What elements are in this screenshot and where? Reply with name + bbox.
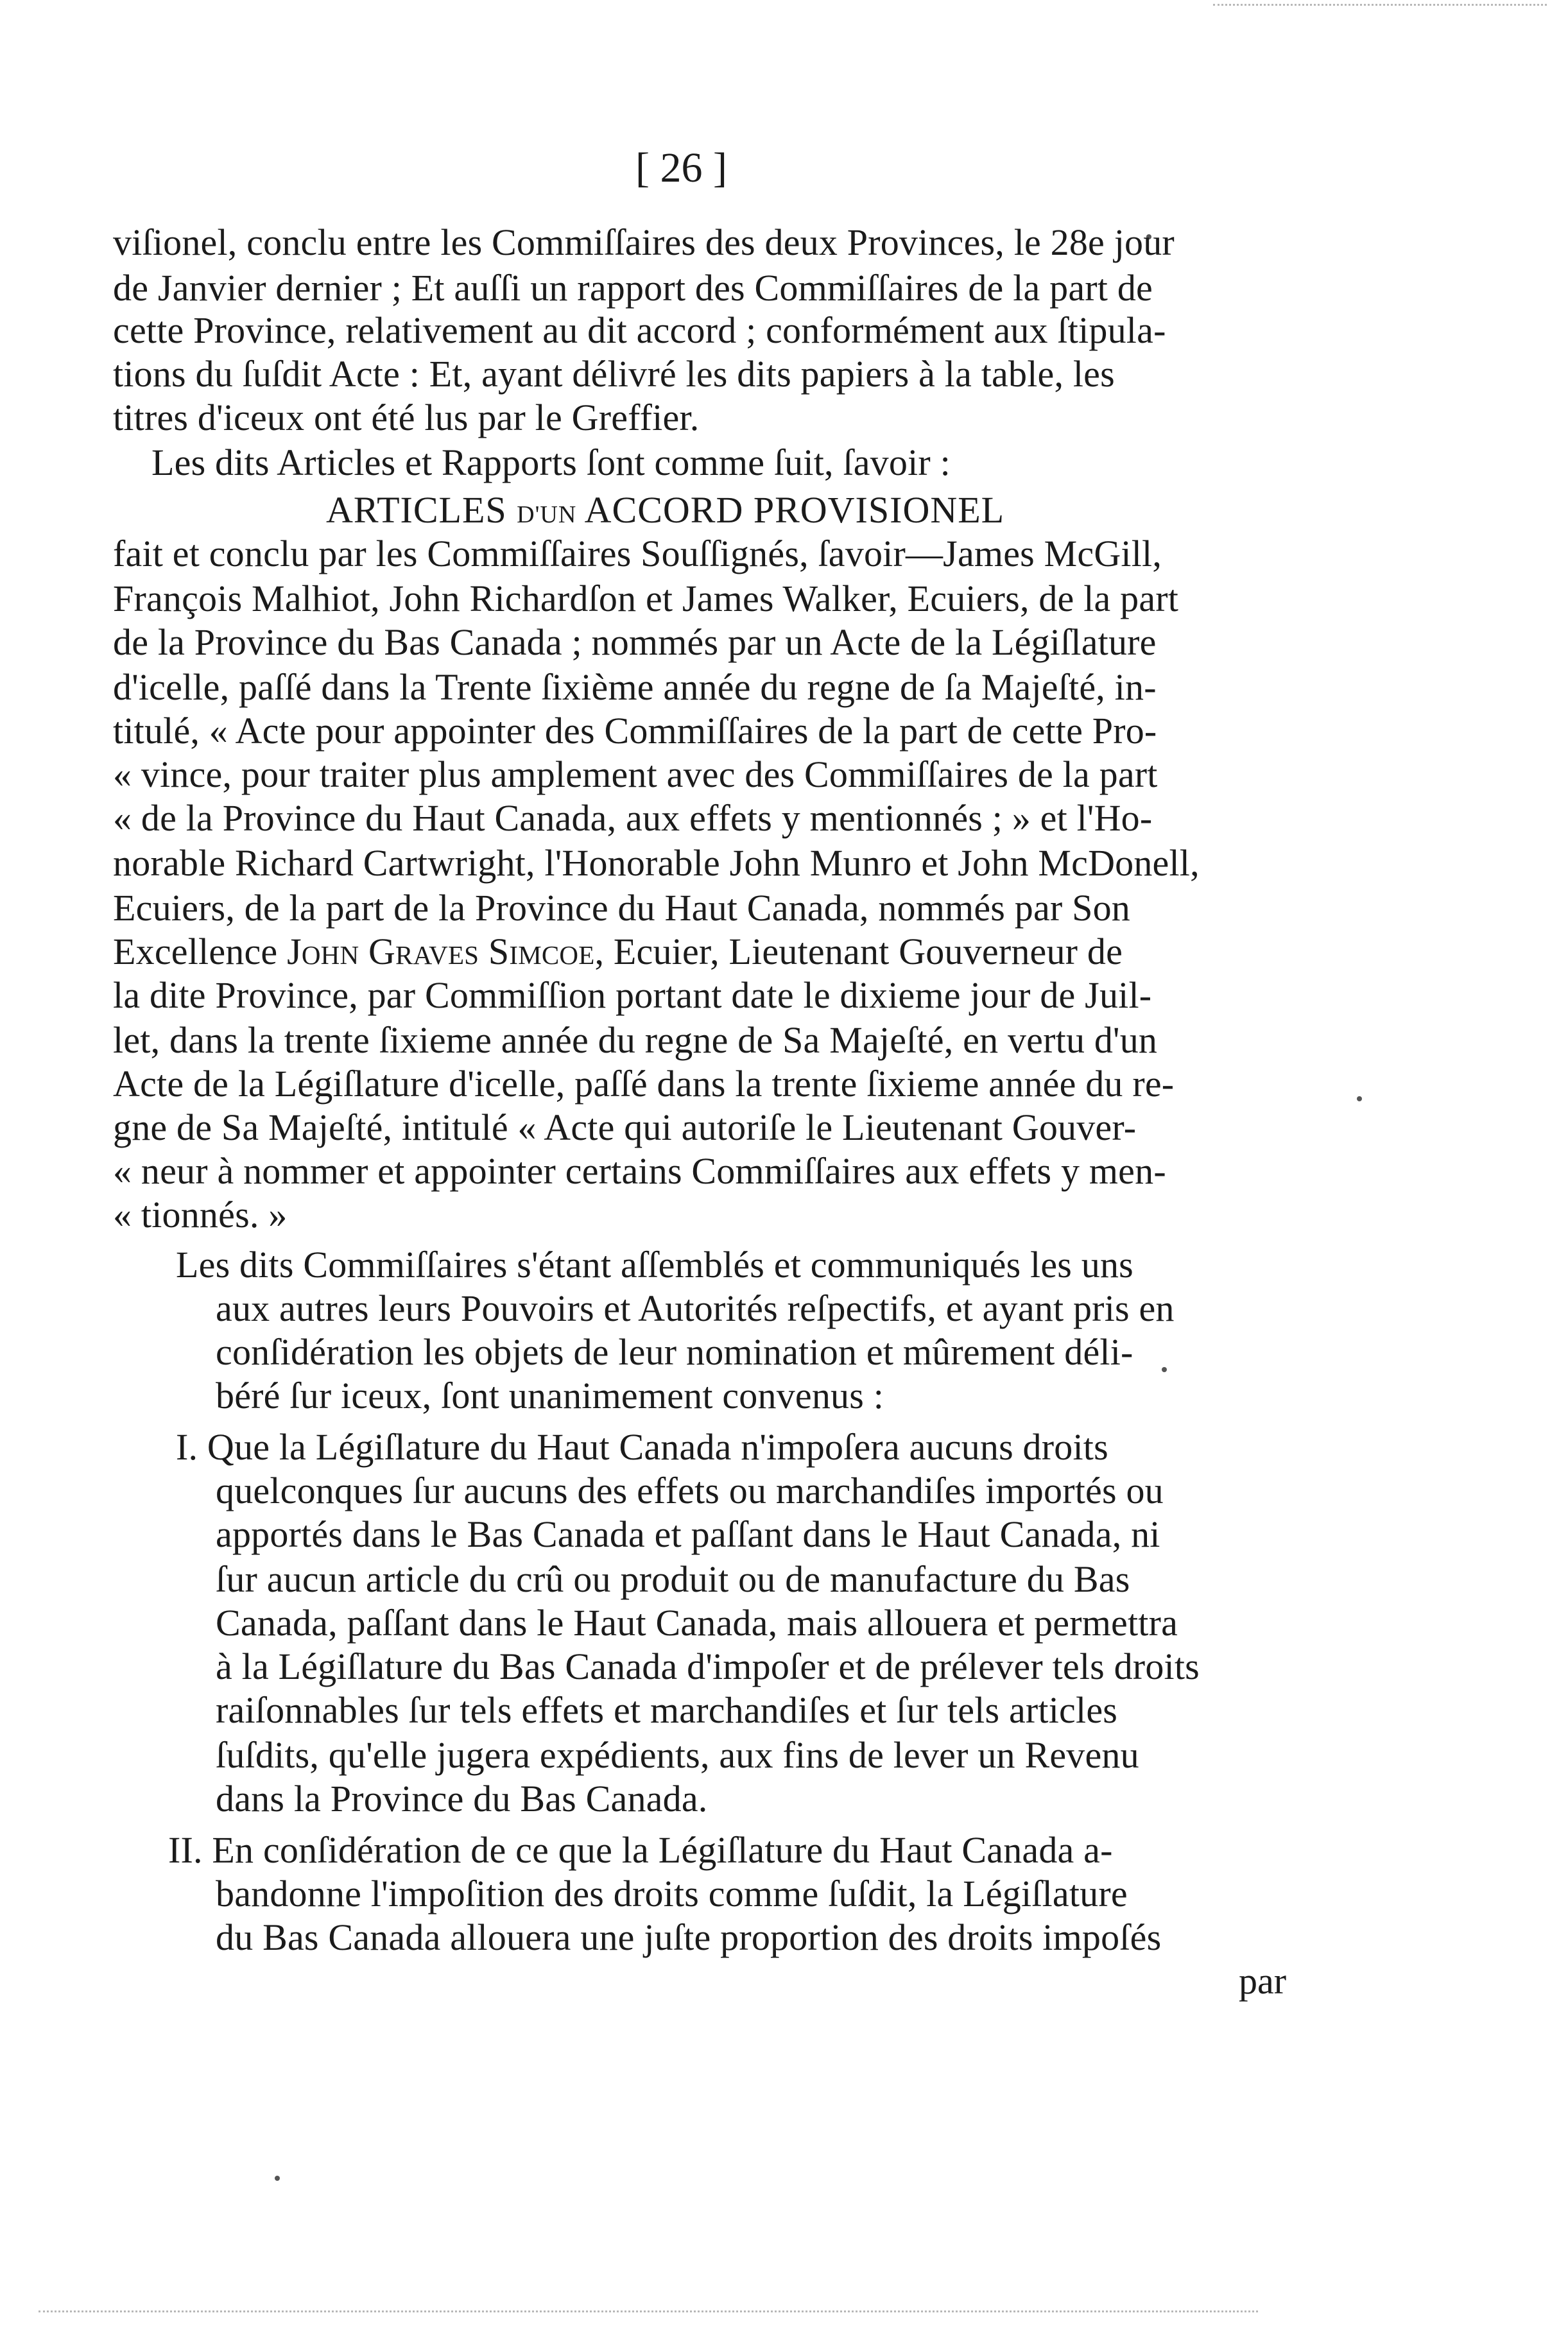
text-line: viſionel, conclu entre les Commiſſaires des deux Provinces, le 28e jour <box>113 221 1175 263</box>
text-line: fait et conclu par les Commiſſaires Souſſignés, ſavoir—James McGill, <box>113 533 1162 574</box>
simcoe-post: , Ecuier, Lieutenant Gouverneur de <box>594 931 1123 972</box>
ink-speck <box>275 2176 280 2181</box>
heading-part-small-caps: D'UN <box>517 501 577 528</box>
text-line: norable Richard Cartwright, l'Honorable John Munro et John McDonell, <box>113 842 1200 884</box>
text-line: tions du ſuſdit Acte : Et, ayant délivré les dits papiers à la table, les <box>113 353 1115 395</box>
ink-speck <box>1357 1096 1362 1101</box>
text-line: II. En conſidération de ce que la Légiſlature du Haut Canada a- <box>168 1829 1113 1871</box>
heading-part: ACCORD PROVISIONEL <box>576 489 1005 531</box>
text-line: « vince, pour traiter plus amplement avec des Commiſſaires de la part <box>113 753 1158 795</box>
text-line: « neur à nommer et appointer certains Commiſſaires aux effets y men- <box>113 1150 1166 1192</box>
text-line: d'icelle, paſſé dans la Trente ſixième année du regne de ſa Majeſté, in- <box>113 666 1157 708</box>
heading-part: ARTICLES <box>326 489 517 531</box>
text-line: titres d'iceux ont été lus par le Greffier. <box>113 397 700 438</box>
text-line: cette Province, relativement au dit accord ; conformément aux ſtipula- <box>113 309 1166 351</box>
text-line: quelconques ſur aucuns des effets ou marchandiſes importés ou <box>216 1470 1164 1511</box>
scan-edge-dots-bottom <box>39 2310 1258 2314</box>
text-line: « tionnés. » <box>113 1194 288 1235</box>
text-line-simcoe <box>113 929 1123 974</box>
text-line: raiſonnables ſur tels effets et marchandiſes et ſur tels articles <box>216 1689 1118 1731</box>
text-line: titulé, « Acte pour appointer des Commiſſaires de la part de cette Pro- <box>113 710 1157 752</box>
simcoe-name: John Graves Simcoe <box>287 931 595 972</box>
text-line: I. Que la Légiſlature du Haut Canada n'impoſera aucuns droits <box>176 1426 1108 1468</box>
text-line: Canada, paſſant dans le Haut Canada, mais allouera et permettra <box>216 1602 1178 1644</box>
text-line: « de la Province du Haut Canada, aux effets y mentionnés ; » et l'Ho- <box>113 797 1153 839</box>
text-line: de Janvier dernier ; Et auſſi un rapport des Commiſſaires de la part de <box>113 267 1153 309</box>
text-line: dans la Province du Bas Canada. <box>216 1778 708 1820</box>
text-line: béré ſur iceux, ſont unanimement convenus : <box>216 1375 884 1416</box>
text-line: de la Province du Bas Canada ; nommés par un Acte de la Légiſlature <box>113 621 1157 663</box>
section-heading <box>326 488 1004 537</box>
text-line: aux autres leurs Pouvoirs et Autorités reſpectifs, et ayant pris en <box>216 1287 1175 1329</box>
text-line: gne de Sa Majeſté, intitulé « Acte qui autoriſe le Lieutenant Gouver- <box>113 1106 1137 1148</box>
text-line: du Bas Canada allouera une juſte proportion des droits impoſés <box>216 1916 1162 1958</box>
text-line: la dite Province, par Commiſſion portant date le dixieme jour de Juil- <box>113 974 1152 1016</box>
text-line: bandonne l'impoſition des droits comme ſuſdit, la Légiſlature <box>216 1873 1128 1914</box>
ink-speck <box>1162 1367 1167 1372</box>
text-line: let, dans la trente ſixieme année du regne de Sa Majeſté, en vertu d'un <box>113 1019 1158 1061</box>
text-line: Acte de la Légiſlature d'icelle, paſſé dans la trente ſixieme année du re- <box>113 1063 1175 1105</box>
text-line: conſidération les objets de leur nomination et mûrement déli- <box>216 1331 1133 1373</box>
text-line: apportés dans le Bas Canada et paſſant dans le Haut Canada, ni <box>216 1513 1160 1555</box>
text-line: François Malhiot, John Richardſon et James Walker, Ecuiers, de la part <box>113 578 1179 619</box>
text-line: Ecuiers, de la part de la Province du Haut Canada, nommés par Son <box>113 887 1130 929</box>
text-line: ſur aucun article du crû ou produit ou de manufacture du Bas <box>216 1558 1130 1600</box>
text-line: à la Légiſlature du Bas Canada d'impoſer et de prélever tels droits <box>216 1646 1200 1687</box>
catchword: par <box>1239 1960 1287 2002</box>
text-line: ſuſdits, qu'elle jugera expédients, aux fins de lever un Revenu <box>216 1734 1139 1776</box>
scan-edge-dots-top <box>1213 4 1547 8</box>
page-number: [ 26 ] <box>635 144 727 191</box>
text-line: Les dits Articles et Rapports ſont comme ſuit, ſavoir : <box>151 442 951 483</box>
simcoe-pre: Excellence <box>113 931 288 972</box>
text-line: Les dits Commiſſaires s'étant aſſemblés et communiqués les uns <box>176 1244 1133 1286</box>
